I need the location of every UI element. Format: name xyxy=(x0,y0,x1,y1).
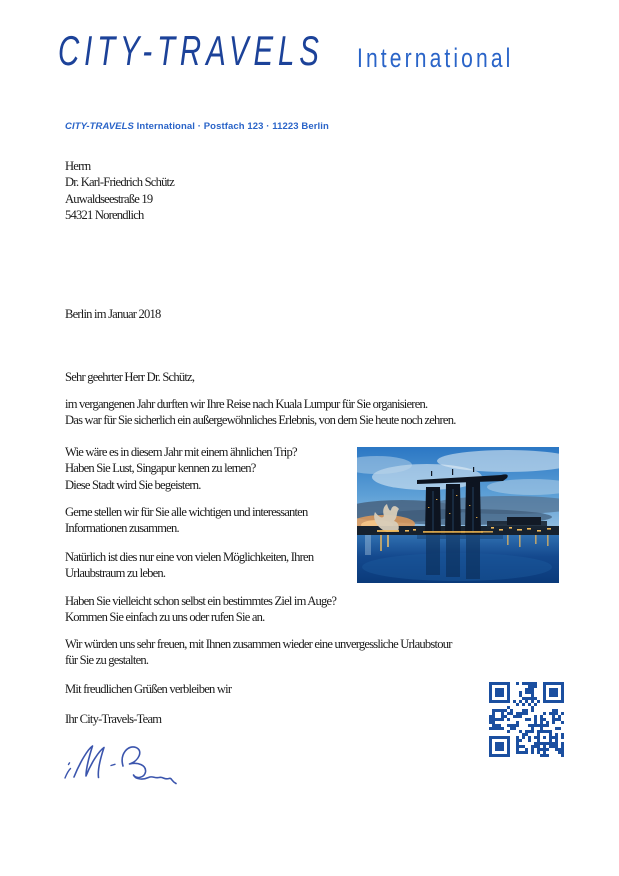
handwritten-signature xyxy=(58,732,186,792)
paragraph-offer xyxy=(65,444,297,493)
recipient-city: 54321 Norendlich xyxy=(65,207,144,222)
sender-rest: International · Postfach 123 · 11223 Berlin xyxy=(133,121,329,132)
recipient-name: Dr. Karl-Friedrich Schütz xyxy=(65,175,175,190)
recipient-address-block xyxy=(65,158,174,223)
sender-brand: CITY-TRAVELS xyxy=(65,121,134,132)
company-logo-text: CITY-TRAVELS xyxy=(58,27,324,74)
text-line: Haben Sie Lust, Singapur kennen zu lernen? xyxy=(65,461,256,476)
text-line: Natürlich ist dies nur eine von vielen Möglichkeiten, Ihren xyxy=(65,550,314,564)
text-line: Wir würden uns sehr freuen, mit Ihnen zusammen wieder eine unvergessliche Urlaubstour xyxy=(65,637,452,651)
sender-address-line xyxy=(65,121,329,132)
text-line: im vergangenen Jahr durften wir Ihre Reise nach Kuala Lumpur für Sie organisieren. xyxy=(65,397,428,411)
salutation: Sehr geehrter Herr Dr. Schütz, xyxy=(65,370,195,384)
paragraph-own-destination xyxy=(65,593,336,626)
company-logo-suffix: International xyxy=(357,43,514,73)
text-line: Haben Sie vielleicht schon selbst ein bestimmtes Ziel im Auge? xyxy=(65,594,337,608)
date-line: Berlin im Januar 2018 xyxy=(65,307,161,321)
paragraph-info xyxy=(65,504,307,537)
text-line: Das war für Sie sicherlich ein außergewöhnliches Erlebnis, von dem Sie heute noch zehren. xyxy=(65,413,456,428)
qr-code xyxy=(489,682,564,757)
paragraph-intro xyxy=(65,396,456,429)
text-line: Wie wäre es in diesem Jahr mit einem ähnlichen Trip? xyxy=(65,445,297,459)
singapore-marina-bay-photo xyxy=(357,447,559,583)
team-signoff: Ihr City-Travels-Team xyxy=(65,712,162,726)
text-line: für Sie zu gestalten. xyxy=(65,653,149,668)
paragraph-closing-offer xyxy=(65,636,452,669)
text-line: Diese Stadt wird Sie begeistern. xyxy=(65,477,201,492)
text-line: Urlaubstraum zu leben. xyxy=(65,566,166,581)
text-line: Gerne stellen wir für Sie alle wichtigen und interessanten xyxy=(65,505,308,519)
recipient-salutation-line: Herrn xyxy=(65,159,91,173)
text-line: Informationen zusammen. xyxy=(65,521,179,536)
recipient-street: Auwaldseestraße 19 xyxy=(65,191,153,206)
text-line: Kommen Sie einfach zu uns oder rufen Sie an. xyxy=(65,610,265,625)
closing-formula: Mit freudlichen Grüßen verbleiben wir xyxy=(65,682,232,696)
paragraph-possibilities xyxy=(65,549,313,582)
